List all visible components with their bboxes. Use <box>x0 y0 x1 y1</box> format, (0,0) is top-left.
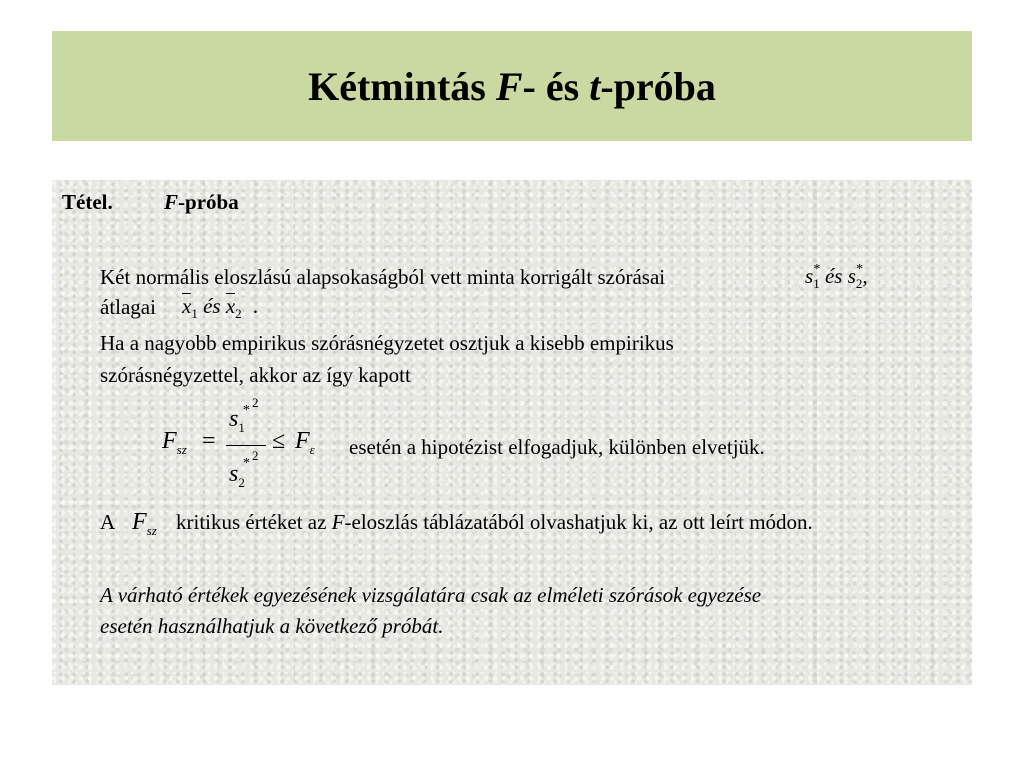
num-power: 2 <box>252 395 259 410</box>
comma: , <box>862 264 868 288</box>
s1-var: s <box>805 264 814 288</box>
slide-title <box>308 63 716 110</box>
formula-condition-text: esetén a hipotézist elfogadjuk, különben elvetjük. <box>349 435 765 459</box>
para3-text1: kritikus értéket az <box>176 510 332 534</box>
sample-std-devs <box>805 264 868 289</box>
den-star: * <box>243 456 250 471</box>
para3-prefix: A <box>100 510 116 534</box>
para1-line1: Két normális eloszlású alapsokaságból vett minta korrigált szórásai <box>100 265 666 289</box>
title-bar <box>52 31 972 141</box>
x2-sub: 2 <box>235 306 242 321</box>
es-word-2: és <box>203 294 221 318</box>
s1-sub: 1 <box>813 276 820 291</box>
lhs-f: F <box>162 428 177 454</box>
rhs-sub: ε <box>309 442 315 457</box>
s2-var: s <box>847 264 856 288</box>
formula-equals: = <box>202 428 216 454</box>
title-text-2: - és <box>522 63 590 109</box>
s1-star: * <box>812 262 820 277</box>
para2-line1: Ha a nagyobb empirikus szórásnégyzetet osztjuk a kisebb empirikus <box>100 331 674 355</box>
num-star: * <box>243 403 250 418</box>
theorem-var-f: F <box>164 190 179 214</box>
title-text-3: -próba <box>600 63 716 109</box>
formula-lhs <box>162 428 187 455</box>
theorem-name <box>164 189 239 215</box>
formula-rhs <box>295 428 315 455</box>
title-var-t: t <box>589 63 601 109</box>
rhs-f: F <box>295 428 310 454</box>
para3-text <box>176 509 813 535</box>
para1-line2-label: átlagai <box>100 295 156 319</box>
title-text-1: Kétmintás <box>308 63 496 109</box>
para3-text2: -eloszlás táblázatából olvashatjuk ki, az ott leírt módon. <box>344 510 813 534</box>
x1-sub: 1 <box>191 306 198 321</box>
den-sub: 2 <box>238 475 245 490</box>
x2-var: x <box>225 294 236 318</box>
num-s: s <box>229 406 239 432</box>
content-panel <box>52 180 972 685</box>
para3-sub: sz <box>146 523 157 538</box>
den-s: s <box>229 461 239 487</box>
period: . <box>252 294 259 318</box>
theorem-suffix: -próba <box>178 190 239 214</box>
note-line1: A várható értékek egyezésének vizsgálatára csak az elméleti szórások egyezése <box>100 583 762 607</box>
num-sub: 1 <box>238 420 245 435</box>
lhs-sub: sz <box>176 442 187 457</box>
s2-star: * <box>855 262 863 277</box>
para2-line2: szórásnégyzettel, akkor az így kapott <box>100 363 411 387</box>
para3-fsz <box>132 509 157 538</box>
title-var-f: F <box>495 63 523 109</box>
para3-f2: F <box>331 510 345 534</box>
formula-leq: ≤ <box>272 428 286 454</box>
es-word-1: és <box>824 264 843 288</box>
para3-f: F <box>132 509 147 535</box>
sample-means <box>182 294 258 319</box>
den-power: 2 <box>252 448 259 463</box>
x1-var: x <box>182 294 192 318</box>
theorem-label: Tétel. <box>62 190 113 214</box>
s2-sub: 2 <box>855 276 863 291</box>
note-line2: esetén használhatjuk a következő próbát. <box>100 614 444 638</box>
fraction-bar <box>226 445 266 446</box>
